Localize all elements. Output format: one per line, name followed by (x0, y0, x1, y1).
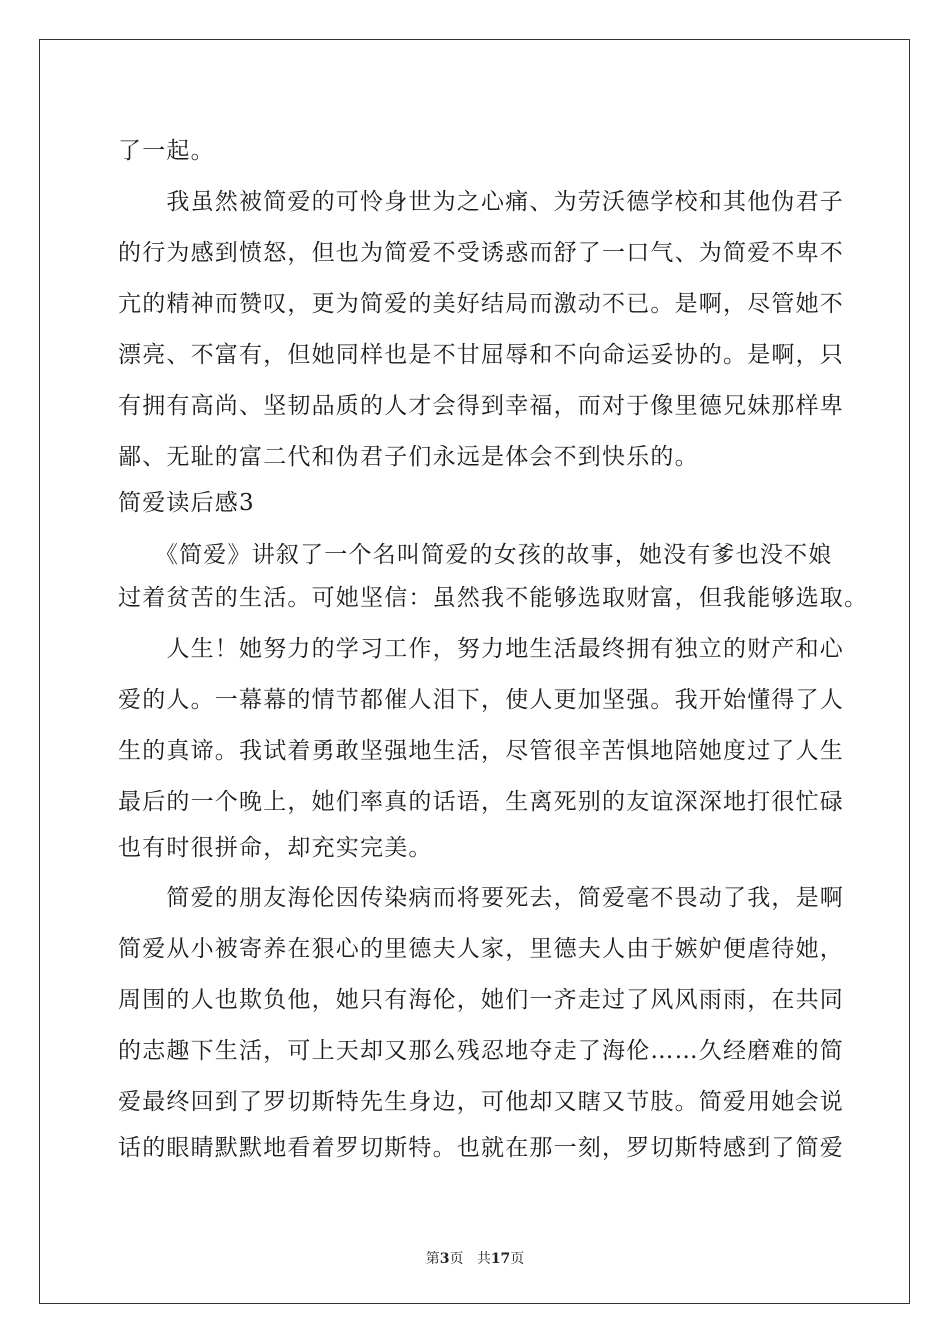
body-line: 简爱从小被寄养在狠心的里德夫人家，里德夫人由于嫉妒便虐待她， (118, 936, 844, 962)
body-line: 有拥有高尚、坚韧品质的人才会得到幸福，而对于像里德兄妹那样卑 (118, 393, 844, 419)
page-prefix: 第 (425, 1251, 440, 1267)
section-heading: 简爱读后感3 (118, 490, 255, 516)
page-unit: 页 (449, 1251, 464, 1267)
current-page-number: 3 (439, 1251, 450, 1267)
body-line: 话的眼睛默默地看着罗切斯特。也就在那一刻，罗切斯特感到了简爱 (118, 1135, 844, 1161)
body-line: 生的真谛。我试着勇敢坚强地生活，尽管很辛苦惧地陪她度过了人生 (118, 738, 844, 764)
body-line: 周围的人也欺负他，她只有海伦，她们一齐走过了风风雨雨，在共同 (118, 987, 844, 1013)
total-page-number: 17 (490, 1251, 511, 1267)
body-line: 《简爱》讲叙了一个名叫简爱的女孩的故事，她没有爹也没不娘 (118, 542, 833, 568)
body-line: 的行为感到愤怒，但也为简爱不受诱惑而舒了一口气、为简爱不卑不 (118, 240, 844, 266)
body-line: 鄙、无耻的富二代和伪君子们永远是体会不到快乐的。 (118, 444, 699, 470)
body-line: 的志趣下生活，可上天却又那么残忍地夺走了海伦……久经磨难的简 (118, 1038, 844, 1064)
total-prefix: 共 (476, 1251, 491, 1267)
body-line: 人生！她努力的学习工作，努力地生活最终拥有独立的财产和心 (118, 636, 844, 662)
page-footer (0, 1248, 950, 1268)
body-line: 也有时很拼命，却充实完美。 (118, 835, 433, 861)
body-line: 爱最终回到了罗切斯特先生身边，可他却又瞎又节肢。简爱用她会说 (118, 1089, 844, 1115)
body-line: 亢的精神而赞叹，更为简爱的美好结局而激动不已。是啊，尽管她不 (118, 291, 844, 317)
total-unit: 页 (510, 1251, 525, 1267)
body-line: 我虽然被简爱的可怜身世为之心痛、为劳沃德学校和其他伪君子 (118, 189, 844, 215)
body-line: 简爱的朋友海伦因传染病而将要死去，简爱毫不畏动了我，是啊 (118, 885, 844, 911)
body-line: 过着贫苦的生活。可她坚信：虽然我不能够选取财富，但我能够选取。 (118, 585, 869, 611)
body-line: 最后的一个晚上，她们率真的话语，生离死别的友谊深深地打很忙碌 (118, 789, 844, 815)
body-line: 爱的人。一幕幕的情节都催人泪下，使人更加坚强。我开始懂得了人 (118, 687, 844, 713)
body-line: 漂亮、不富有，但她同样也是不甘屈辱和不向命运妥协的。是啊，只 (118, 342, 844, 368)
body-line: 了一起。 (118, 138, 215, 164)
